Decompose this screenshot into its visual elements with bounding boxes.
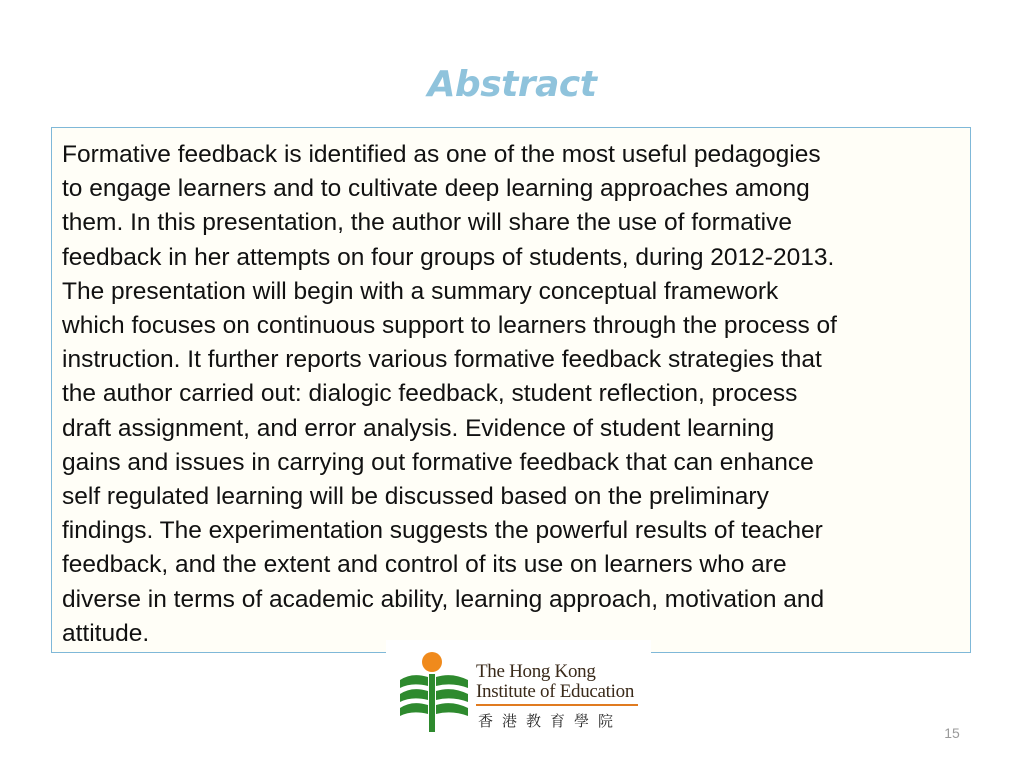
hkied-logo-icon	[398, 650, 470, 735]
page-number: 15	[944, 725, 960, 741]
logo-name-line1: The Hong Kong	[476, 661, 596, 682]
abstract-box	[51, 127, 971, 653]
logo-chinese-name: 香港教育學院	[478, 712, 623, 730]
institute-logo	[386, 640, 651, 740]
logo-underline	[476, 704, 638, 706]
logo-english-name	[476, 662, 634, 702]
logo-name-line2: Institute of Education	[476, 681, 635, 702]
slide-title: Abstract	[427, 64, 597, 105]
abstract-text: Formative feedback is identified as one of the most useful pedagogies to engage learners and to cultivate deep learning approaches among them. In this presentation, the author will share the use of formative feedback in her attempts on four groups of students, during 2012-2013. The presentation will begin with a summary conceptual framework which focuses on continuous support to learners through the process of instruction. It further reports various formative feedback strategies that the author carried out: dialogic feedback, student reflection, process draft assignment, and error analysis. Evidence of student learning gains and issues in carrying out formative feedback that can enhance self regulated learning will be discussed based on the preliminary findings. The experimentation suggests the powerful results of teacher feedback, and the extent and control of its use on learners who are diverse in terms of academic ability, learning approach, motivation and attitude.	[62, 141, 837, 647]
